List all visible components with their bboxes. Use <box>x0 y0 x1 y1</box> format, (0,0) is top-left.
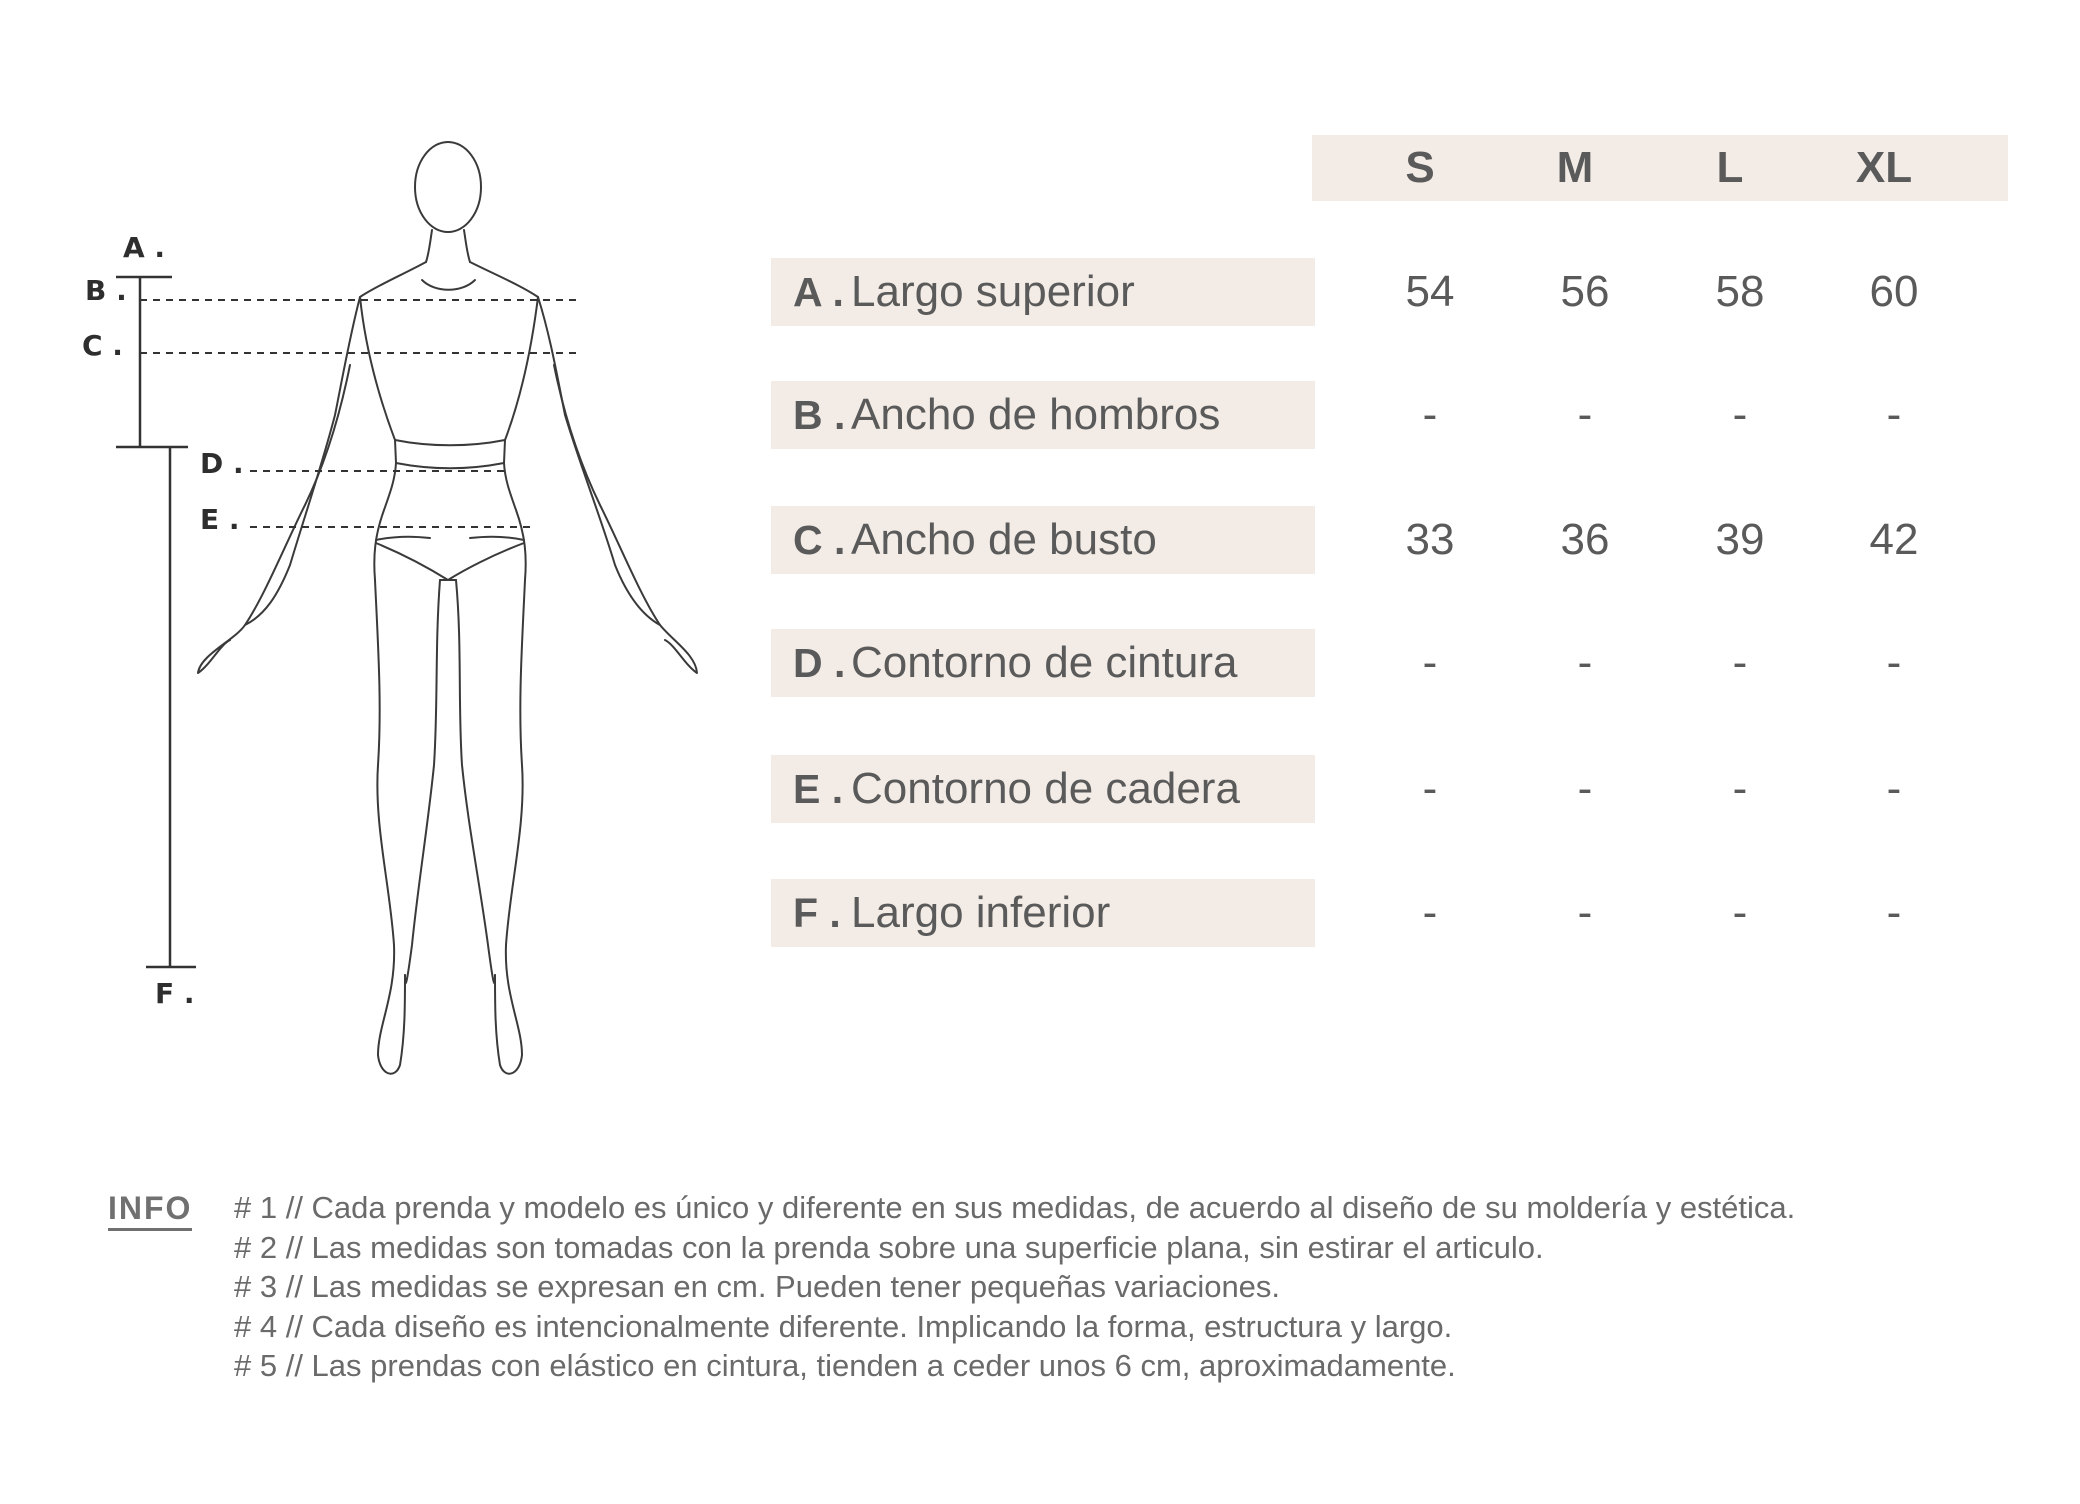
row-letter: C . <box>793 516 846 563</box>
info-note: # 1 // Cada prenda y modelo es único y diferente en sus medidas, de acuerdo al diseño de su moldería y estética. <box>234 1190 1796 1225</box>
cell-d-l: - <box>1732 638 1748 687</box>
cell-a-xl: 60 <box>1869 267 1919 316</box>
mannequin-outline <box>198 142 697 1074</box>
measurement-bars <box>116 277 196 967</box>
info-notes <box>234 1188 2034 1386</box>
figure-label-c: C . <box>82 329 123 362</box>
cell-f-s: - <box>1422 888 1438 937</box>
cell-e-l: - <box>1732 764 1748 813</box>
size-header-xl: XL <box>1855 143 1913 192</box>
cell-c-l: 39 <box>1715 515 1765 564</box>
cell-c-s: 33 <box>1405 515 1455 564</box>
row-letter: A . <box>793 268 844 315</box>
cell-d-m: - <box>1577 638 1593 687</box>
cell-f-m: - <box>1577 888 1593 937</box>
row-letter: F . <box>793 889 841 936</box>
info-note: # 2 // Las medidas son tomadas con la prenda sobre una superficie plana, sin estirar el articulo. <box>234 1229 1544 1265</box>
figure-label-f: F . <box>155 977 195 1010</box>
figure-label-b: B . <box>85 274 127 307</box>
info-note: # 3 // Las medidas se expresan en cm. Pueden tener pequeñas variaciones. <box>234 1269 1281 1304</box>
cell-e-s: - <box>1422 764 1438 813</box>
cell-e-m: - <box>1577 764 1593 813</box>
cell-f-xl: - <box>1886 888 1902 937</box>
size-header-s: S <box>1405 143 1435 192</box>
row-text: Contorno de cintura <box>851 638 1238 687</box>
body-measurement-diagram <box>60 125 730 1100</box>
figure-label-d: D . <box>200 447 244 480</box>
cell-f-l: - <box>1732 888 1748 937</box>
info-note: # 5 // Las prendas con elástico en cintura, tienden a ceder unos 6 cm, aproximadamente. <box>234 1348 1456 1383</box>
row-text: Largo inferior <box>851 888 1111 937</box>
row-letter: D . <box>793 639 846 686</box>
row-label-f <box>771 879 1315 947</box>
row-text: Largo superior <box>851 267 1135 316</box>
cell-a-s: 54 <box>1405 267 1455 316</box>
info-note: # 4 // Cada diseño es intencionalmente diferente. Implicando la forma, estructura y largo. <box>234 1308 1453 1344</box>
cell-b-l: - <box>1732 390 1748 439</box>
figure-label-a: A . <box>123 231 166 264</box>
cell-d-s: - <box>1422 638 1438 687</box>
row-text: Contorno de cadera <box>851 764 1240 813</box>
row-letter: E . <box>793 765 844 812</box>
row-label-e <box>771 755 1315 823</box>
cell-a-l: 58 <box>1715 267 1765 316</box>
size-header-band <box>1312 135 2008 201</box>
cell-b-xl: - <box>1886 390 1902 439</box>
cell-d-xl: - <box>1886 638 1902 687</box>
cell-c-xl: 42 <box>1869 515 1919 564</box>
row-text: Ancho de hombros <box>851 390 1221 439</box>
row-text: Ancho de busto <box>851 515 1157 564</box>
row-label-a <box>771 258 1315 326</box>
cell-c-m: 36 <box>1560 515 1610 564</box>
row-label-b <box>771 381 1315 449</box>
info-tag: INFO <box>108 1190 192 1231</box>
figure-label-e: E . <box>200 503 240 536</box>
row-letter: B . <box>793 391 846 438</box>
cell-b-m: - <box>1577 390 1593 439</box>
cell-b-s: - <box>1422 390 1438 439</box>
row-label-d <box>771 629 1315 697</box>
cell-e-xl: - <box>1886 764 1902 813</box>
size-header-l: L <box>1716 143 1744 192</box>
row-label-c <box>771 506 1315 574</box>
size-header-m: M <box>1556 143 1594 192</box>
cell-a-m: 56 <box>1560 267 1610 316</box>
